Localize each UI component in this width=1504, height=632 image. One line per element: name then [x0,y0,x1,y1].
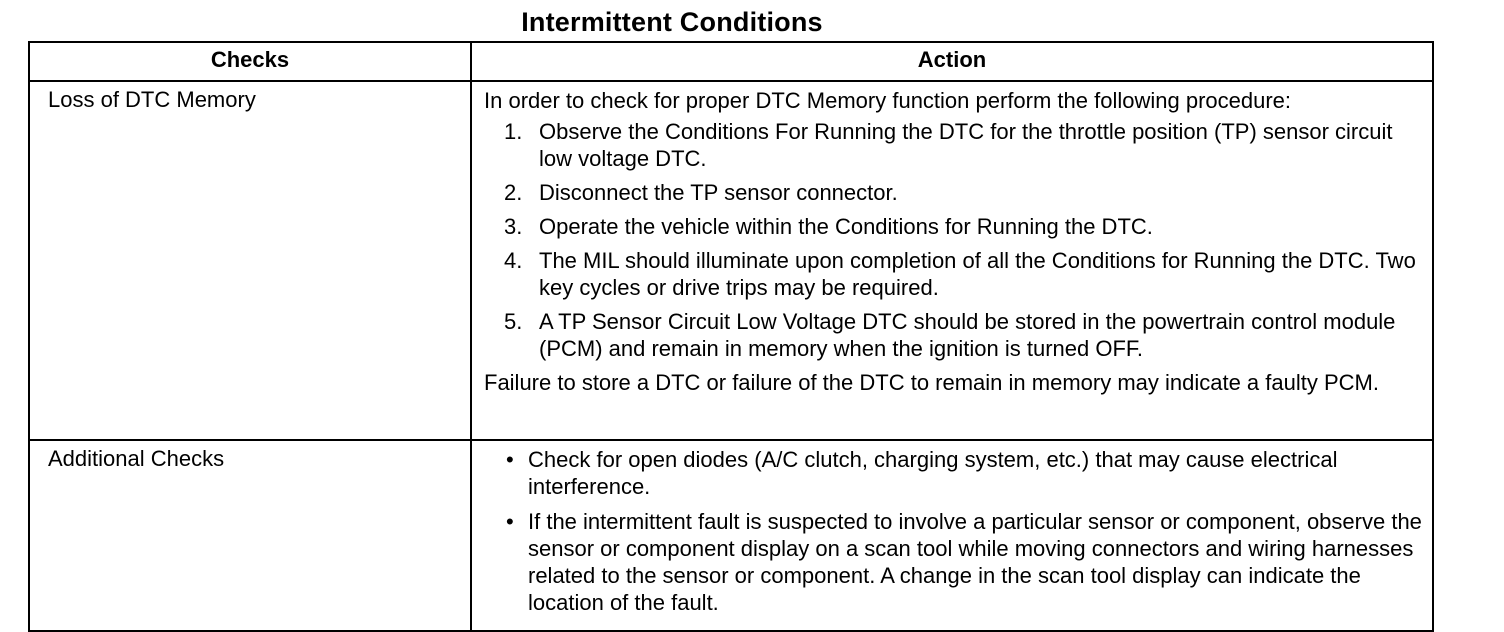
table-header-row [29,42,1433,81]
step-number: 2. [504,180,523,205]
check-cell: Loss of DTC Memory [29,81,471,440]
additional-checks-list [484,446,1422,616]
bullet-text: If the intermittent fault is suspected to involve a particular sensor or component, observe the sensor or component display on a scan tool while moving connectors and wiring harnesses related to the sensor or component. A change in the scan tool display can indicate the location of the fault. [528,509,1422,615]
procedure-step [484,118,1422,172]
procedure-step [484,213,1422,240]
header-checks: Checks [29,42,471,81]
step-number: 1. [504,119,523,144]
step-number: 5. [504,309,523,334]
bullet-text: Check for open diodes (A/C clutch, charging system, etc.) that may cause electrical interference. [528,447,1338,499]
step-text: Observe the Conditions For Running the DTC for the throttle position (TP) sensor circuit low voltage DTC. [539,119,1393,171]
bullet-icon: • [506,447,514,472]
action-cell [471,81,1433,440]
action-intro: In order to check for proper DTC Memory function perform the following procedure: [484,88,1292,113]
header-action: Action [471,42,1433,81]
table-row-loss-of-dtc-memory [29,81,1433,440]
step-number: 4. [504,248,523,273]
step-number: 3. [504,214,523,239]
step-text: Operate the vehicle within the Conditions for Running the DTC. [539,214,1153,239]
bullet-icon: • [506,509,514,534]
bullet-item [494,446,1422,500]
procedure-steps [484,118,1422,362]
step-text: A TP Sensor Circuit Low Voltage DTC should be stored in the powertrain control module (PCM) and remain in memory when the ignition is turned OFF. [539,309,1396,361]
action-cell [471,440,1433,631]
table-row-additional-checks [29,440,1433,631]
procedure-step [484,179,1422,206]
action-closing: Failure to store a DTC or failure of the DTC to remain in memory may indicate a faulty PCM. [484,370,1379,395]
step-text: Disconnect the TP sensor connector. [539,180,898,205]
step-text: The MIL should illuminate upon completion of all the Conditions for Running the DTC. Two key cycles or drive trips may be required. [539,248,1416,300]
procedure-step [484,247,1422,301]
procedure-step [484,308,1422,362]
page-title: Intermittent Conditions [521,7,823,37]
bullet-item [494,508,1422,616]
check-cell: Additional Checks [29,440,471,631]
intermittent-conditions-table [28,41,1434,632]
